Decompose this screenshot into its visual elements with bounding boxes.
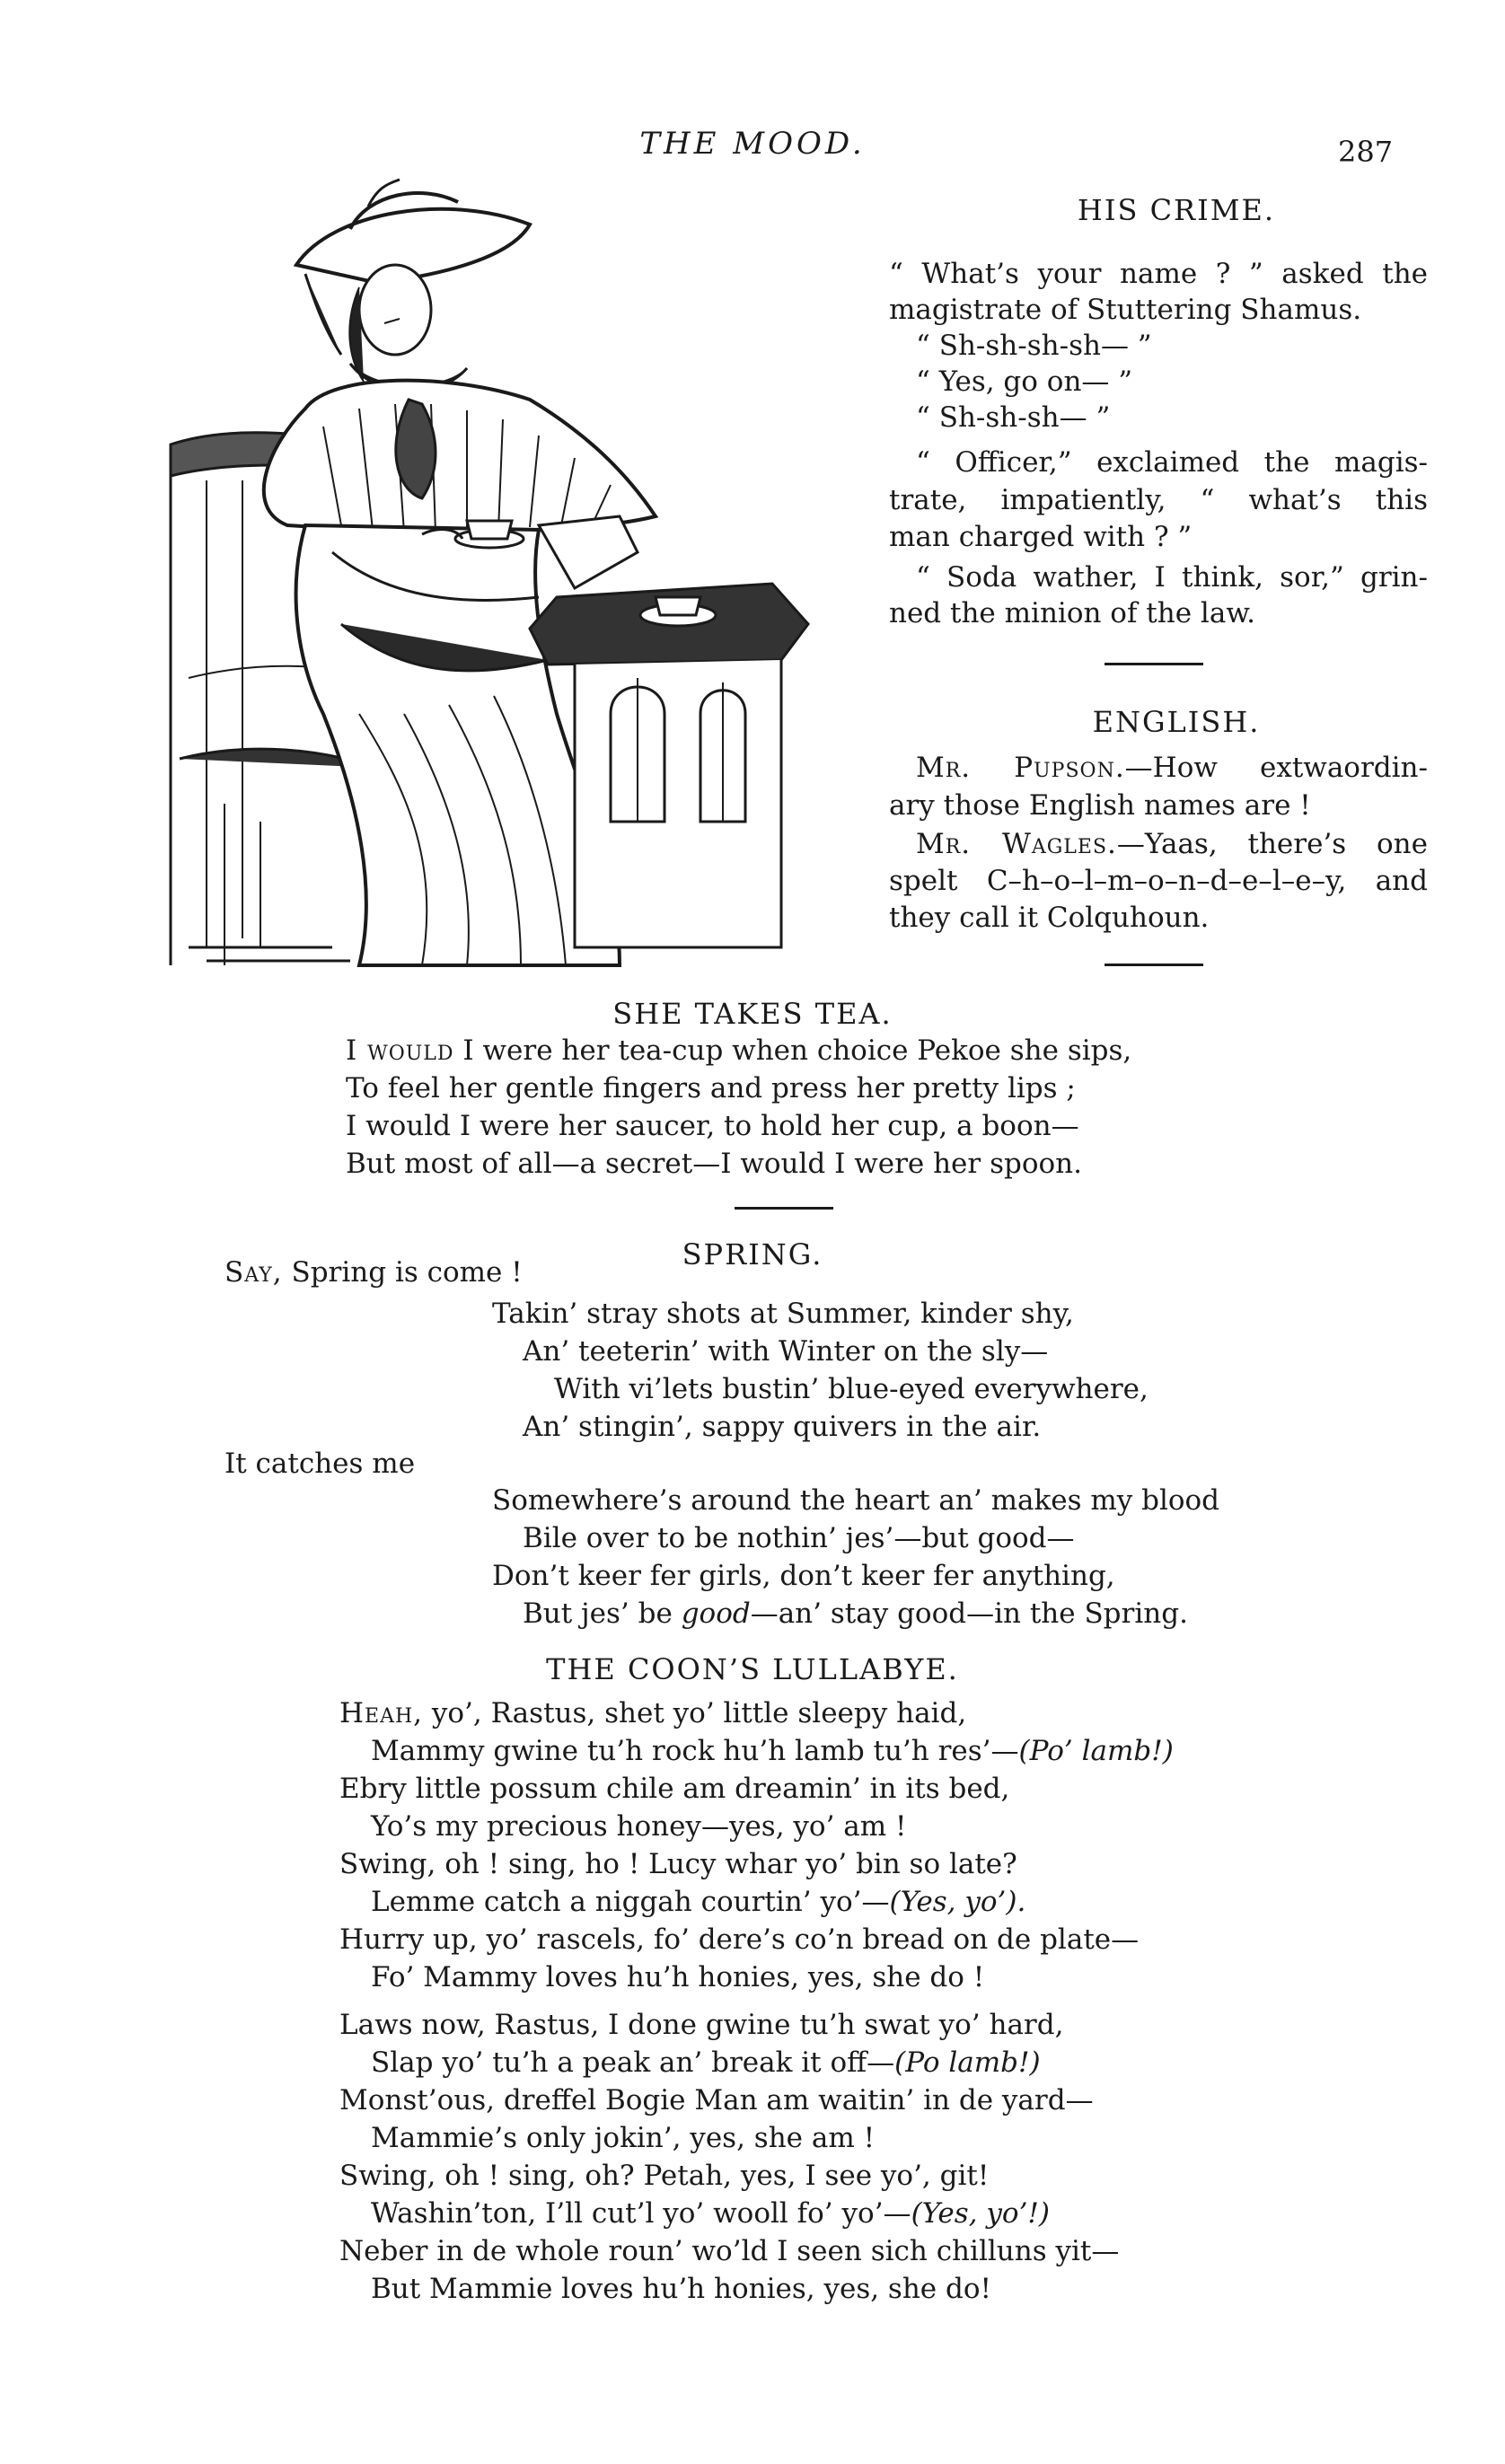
english-line: they call it Colquhoun. xyxy=(889,902,1210,934)
speaker-name: Mr. Wagles. xyxy=(916,828,1117,860)
english-line xyxy=(916,754,1428,782)
english-title: ENGLISH. xyxy=(1092,705,1261,739)
speaker-name: Mr. Pupson. xyxy=(916,752,1125,784)
his-crime-line: “ Yes, go on— ” xyxy=(916,365,1133,398)
poem-line: An’ teeterin’ with Winter on the sly— xyxy=(523,1335,1049,1368)
english-line xyxy=(916,828,1428,860)
poem-line: With vi’lets bustin’ blue-eyed everywhere, xyxy=(554,1373,1149,1405)
spring-title: SPRING. xyxy=(682,1237,823,1272)
poem-text: Washin’ton, I’ll cut’l yo’ wooll fo’ yo’— xyxy=(371,2197,911,2230)
poem-line xyxy=(371,2046,1041,2079)
poem-text: Spring is come ! xyxy=(282,1256,523,1289)
section-divider xyxy=(1105,663,1203,665)
english-line: ary those English names are ! xyxy=(889,789,1311,822)
poem-line: Neber in de whole roun’ wo’ld I seen sich chilluns yit— xyxy=(339,2235,1120,2267)
poem-line: To feel her gentle fingers and press her pretty lips ; xyxy=(346,1072,1076,1104)
poem-line: Laws now, Rastus, I done gwine tu’h swat yo’ hard, xyxy=(339,2009,1064,2041)
poem-italic: (Po lamb!) xyxy=(894,2046,1041,2079)
his-crime-line: ned the minion of the law. xyxy=(889,597,1256,629)
woman-taking-tea-illustration xyxy=(153,175,871,974)
his-crime-line: trate, impatiently, “ what’s this xyxy=(889,484,1428,516)
she-takes-tea-title: SHE TAKES TEA. xyxy=(612,997,893,1031)
english-line: spelt C–h–o–l–m–o–n–d–e–l–e–y, and xyxy=(889,865,1428,897)
poem-text: —an’ stay good—in the Spring. xyxy=(750,1597,1188,1630)
poem-italic: (Yes, yo’!) xyxy=(911,2197,1050,2230)
his-crime-line: man charged with ? ” xyxy=(889,521,1193,553)
poem-text: yo’, Rastus, shet yo’ little sleepy haid, xyxy=(423,1697,967,1729)
section-divider xyxy=(735,1207,833,1210)
poem-italic: (Yes, yo’). xyxy=(889,1886,1026,1918)
poem-line: Takin’ stray shots at Summer, kinder shy, xyxy=(492,1298,1074,1330)
first-words: Heah, xyxy=(339,1697,424,1729)
poem-line xyxy=(371,1735,1174,1767)
poem-italic: good xyxy=(681,1597,751,1630)
his-crime-line: magistrate of Stuttering Shamus. xyxy=(889,294,1362,326)
poem-text: But jes’ be xyxy=(523,1597,682,1630)
poem-aside: It catches me xyxy=(224,1448,416,1480)
poem-line: An’ stingin’, sappy quivers in the air. xyxy=(523,1411,1042,1443)
section-divider xyxy=(1105,964,1203,966)
poem-line: But most of all—a secret—I would I were her spoon. xyxy=(346,1148,1082,1180)
poem-line xyxy=(339,1697,967,1729)
english-text: —Yaas, there’s one xyxy=(1116,828,1428,860)
poem-text: Mammy gwine tu’h rock hu’h lamb tu’h res’— xyxy=(371,1735,1019,1767)
poem-line: I would I were her saucer, to hold her cup, a boon— xyxy=(346,1110,1079,1142)
poem-line: Fo’ Mammy loves hu’h honies, yes, she do ! xyxy=(371,1961,985,1993)
poem-line: Hurry up, yo’ rascels, fo’ dere’s co’n bread on de plate— xyxy=(339,1923,1140,1956)
poem-line: Ebry little possum chile am dreamin’ in its bed, xyxy=(339,1773,1010,1805)
first-words: Say, xyxy=(224,1256,283,1289)
running-title: THE MOOD. xyxy=(639,126,866,162)
poem-line: Swing, oh ! sing, ho ! Lucy whar yo’ bin so late? xyxy=(339,1848,1017,1880)
his-crime-line: “ Sh-sh-sh— ” xyxy=(916,401,1111,434)
english-text: —How extwaordin- xyxy=(1124,752,1428,784)
poem-line: But Mammie loves hu’h honies, yes, she do! xyxy=(371,2273,991,2305)
poem-line: Monst’ous, dreffel Bogie Man am waitin’ in de yard— xyxy=(339,2084,1094,2116)
his-crime-line: “ Sh-sh-sh-sh— ” xyxy=(916,330,1152,362)
poem-line xyxy=(523,1597,1188,1630)
his-crime-title: HIS CRIME. xyxy=(1077,193,1276,227)
poem-line: Somewhere’s around the heart an’ makes my blood xyxy=(492,1484,1220,1517)
poem-text: Slap yo’ tu’h a peak an’ break it off— xyxy=(371,2046,895,2079)
poem-line xyxy=(371,2197,1050,2230)
page-number: 287 xyxy=(1338,135,1394,169)
his-crime-line: “ What’s your name ? ” asked the xyxy=(889,258,1428,290)
poem-line: Bile over to be nothin’ jes’—but good— xyxy=(523,1522,1075,1554)
poem-line xyxy=(346,1034,1132,1067)
poem-italic: (Po’ lamb!) xyxy=(1018,1735,1174,1767)
poem-line: Swing, oh ! sing, oh? Petah, yes, I see yo’, git! xyxy=(339,2160,990,2192)
poem-text: Lemme catch a niggah courtin’ yo’— xyxy=(371,1886,890,1918)
poem-line: Yo’s my precious honey—yes, yo’ am ! xyxy=(371,1810,907,1843)
his-crime-line: “ Officer,” exclaimed the magis- xyxy=(916,446,1428,479)
coons-lullabye-title: THE COON’S LULLABYE. xyxy=(546,1652,959,1686)
poem-line: Mammie’s only jokin’, yes, she am ! xyxy=(371,2122,876,2154)
poem-line xyxy=(224,1256,523,1289)
poem-text: I were her tea-cup when choice Pekoe she sips, xyxy=(453,1034,1132,1067)
his-crime-line: “ Soda wather, I think, sor,” grin- xyxy=(916,561,1428,594)
first-words: I would xyxy=(346,1034,454,1067)
poem-line: Don’t keer fer girls, don’t keer fer anything, xyxy=(492,1560,1115,1592)
poem-line xyxy=(371,1888,1025,1916)
